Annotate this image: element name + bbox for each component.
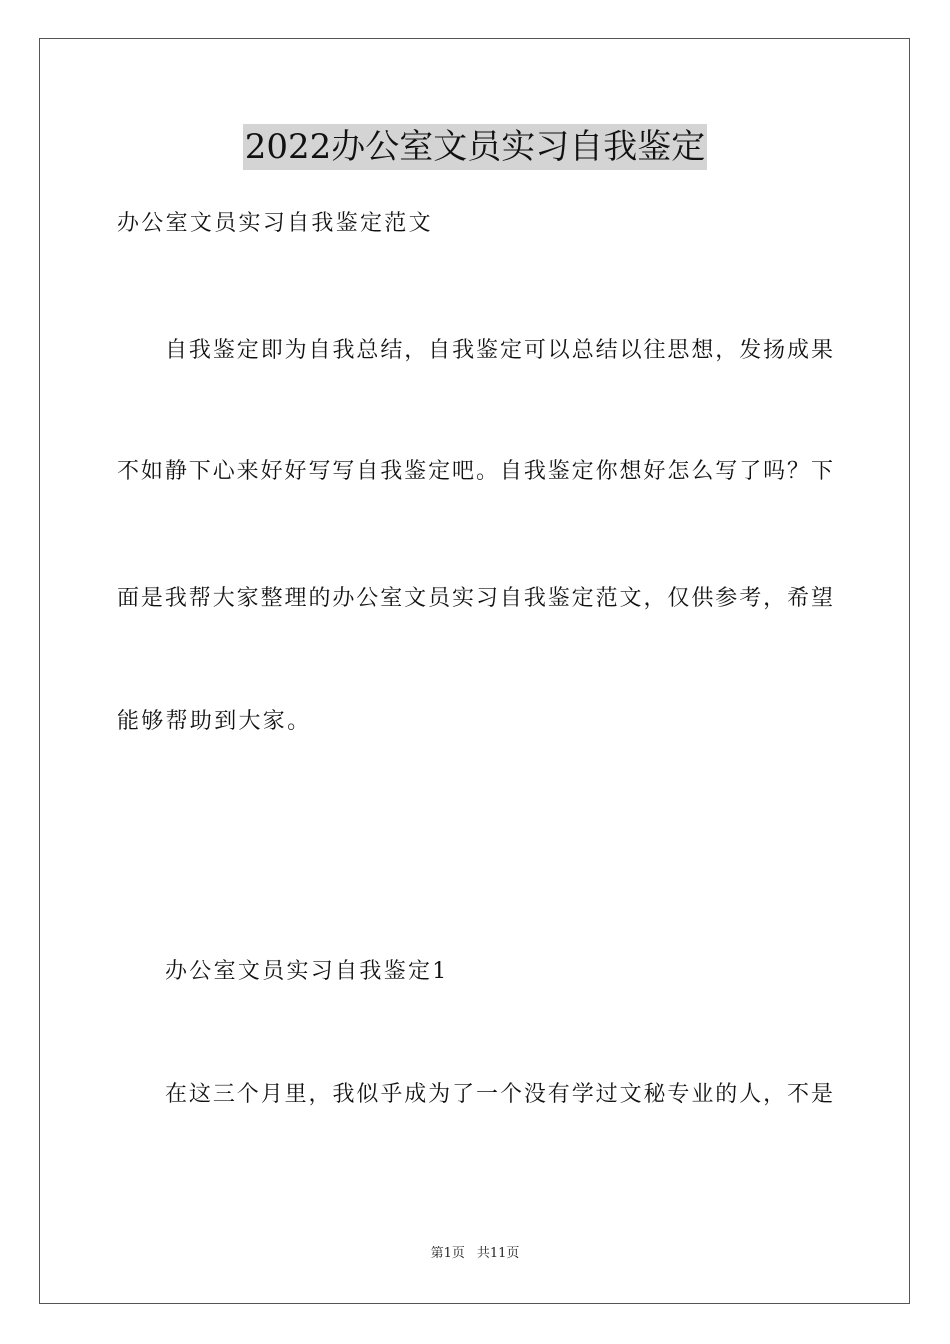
body-line-1: 在这三个月里，我似乎成为了一个没有学过文秘专业的人，不是 <box>165 1082 833 1107</box>
intro-line-4: 能够帮助到大家。 <box>117 709 312 734</box>
section-heading: 办公室文员实习自我鉴定1 <box>165 959 449 984</box>
page-total: 共11页 <box>476 1246 520 1261</box>
title-container <box>0 124 950 170</box>
intro-line-1: 自我鉴定即为自我总结，自我鉴定可以总结以往思想，发扬成果 <box>165 338 833 363</box>
page-number: 第1页 <box>430 1246 465 1261</box>
page-footer <box>0 1245 950 1263</box>
intro-line-3: 面是我帮大家整理的办公室文员实习自我鉴定范文，仅供参考，希望 <box>117 586 833 611</box>
intro-line-2: 不如静下心来好好写写自我鉴定吧。自我鉴定你想好怎么写了吗？下 <box>117 459 833 484</box>
document-subtitle: 办公室文员实习自我鉴定范文 <box>117 211 433 236</box>
document-title: 2022办公室文员实习自我鉴定 <box>243 124 708 170</box>
